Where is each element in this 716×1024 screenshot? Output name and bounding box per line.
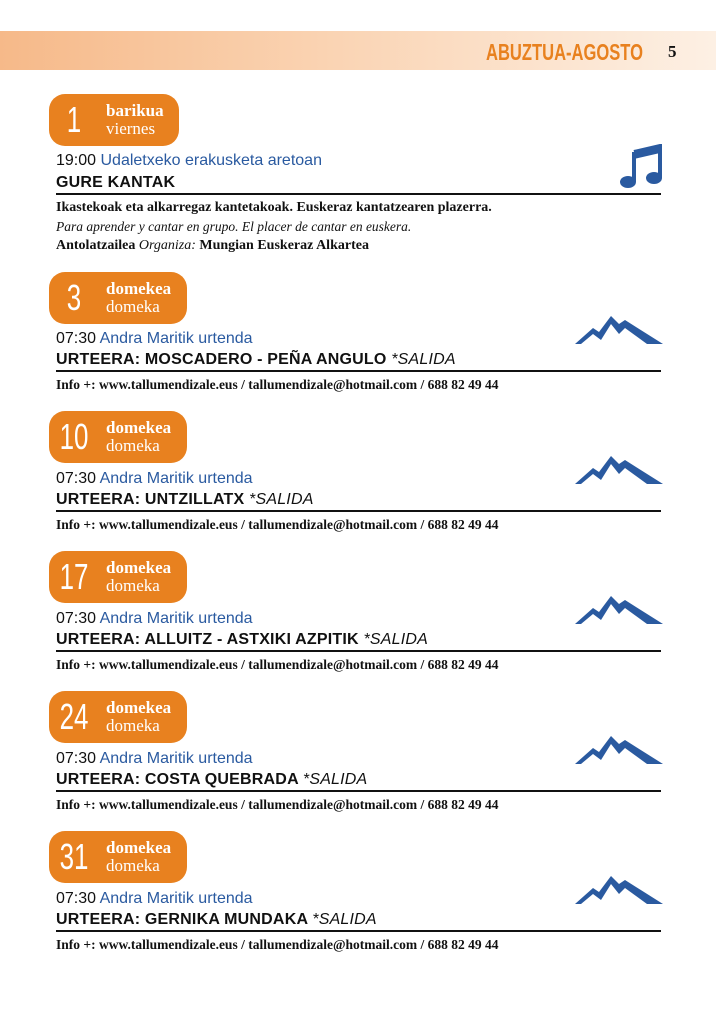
divider [56, 370, 661, 372]
event-time: 07:30 [56, 470, 97, 487]
date-badge [49, 831, 187, 883]
event-time: 07:30 [56, 330, 97, 347]
date-badge [49, 551, 187, 603]
event-title [56, 490, 314, 510]
time-place [56, 609, 253, 629]
desc-es: Para aprender y cantar en grupo. El placer de cantar en euskera. [56, 219, 412, 234]
info-line: Info +: www.tallumendizale.eus / tallumendizale@hotmail.com / 688 82 49 44 [56, 937, 499, 952]
salida-label: *SALIDA [312, 911, 377, 928]
divider [56, 790, 661, 792]
event-title-text: URTEERA: ALLUITZ - ASTXIKI AZPITIK [56, 631, 359, 648]
weekday-eu: domekea [106, 698, 172, 717]
date-badge [49, 691, 187, 743]
date-badge [49, 272, 187, 324]
day-number: 17 [59, 556, 89, 597]
time-place [56, 329, 253, 349]
event-title [56, 173, 175, 193]
date-badge [49, 94, 179, 146]
mountain-icon [575, 870, 663, 906]
day-number: 24 [59, 696, 89, 737]
event-place: Andra Maritik urtenda [99, 330, 253, 347]
weekday-es: domeka [106, 856, 160, 875]
weekday-eu: domekea [106, 838, 172, 857]
info-line: Info +: www.tallumendizale.eus / tallumendizale@hotmail.com / 688 82 49 44 [56, 377, 499, 392]
event-time: 19:00 [56, 152, 97, 169]
event-place: Andra Maritik urtenda [99, 890, 253, 907]
weekday-eu: domekea [106, 418, 172, 437]
event-place: Udaletxeko erakusketa aretoan [100, 152, 322, 169]
weekday-eu: domekea [106, 558, 172, 577]
day-number: 1 [66, 99, 82, 140]
event-place: Andra Maritik urtenda [99, 610, 253, 627]
weekday-es: domeka [106, 436, 160, 455]
event-time: 07:30 [56, 750, 97, 767]
page-header [0, 31, 716, 70]
day-number: 3 [66, 277, 82, 318]
org-name: Mungian Euskeraz Alkartea [199, 238, 369, 253]
event-title [56, 350, 456, 370]
event-title-text: URTEERA: MOSCADERO - PEÑA ANGULO [56, 351, 387, 368]
time-place [56, 151, 322, 171]
divider [56, 193, 661, 195]
time-place [56, 469, 253, 489]
org-label-eu: Antolatzailea [56, 238, 136, 253]
weekday-es: domeka [106, 297, 160, 316]
event-time: 07:30 [56, 890, 97, 907]
music-note-icon [620, 144, 664, 190]
salida-label: *SALIDA [363, 631, 428, 648]
divider [56, 510, 661, 512]
event-title-text: URTEERA: UNTZILLATX [56, 491, 245, 508]
mountain-icon [575, 310, 663, 346]
event-time: 07:30 [56, 610, 97, 627]
event-title-text: URTEERA: GERNIKA MUNDAKA [56, 911, 308, 928]
info-line: Info +: www.tallumendizale.eus / tallumendizale@hotmail.com / 688 82 49 44 [56, 657, 499, 672]
weekday-es: viernes [106, 119, 156, 138]
mountain-icon [575, 590, 663, 626]
info-line: Info +: www.tallumendizale.eus / tallumendizale@hotmail.com / 688 82 49 44 [56, 517, 499, 532]
event-title-text: URTEERA: COSTA QUEBRADA [56, 771, 299, 788]
date-badge [49, 411, 187, 463]
event-place: Andra Maritik urtenda [99, 470, 253, 487]
weekday-es: domeka [106, 716, 160, 735]
mountain-icon [575, 730, 663, 766]
event-title [56, 630, 428, 650]
day-number: 10 [59, 416, 89, 457]
day-number: 31 [59, 836, 89, 877]
divider [56, 930, 661, 932]
salida-label: *SALIDA [391, 351, 456, 368]
organizer [56, 237, 369, 255]
info-line: Info +: www.tallumendizale.eus / tallumendizale@hotmail.com / 688 82 49 44 [56, 797, 499, 812]
event-place: Andra Maritik urtenda [99, 750, 253, 767]
page-number: 5 [668, 42, 677, 61]
weekday-eu: domekea [106, 279, 172, 298]
weekday-es: domeka [106, 576, 160, 595]
weekday-eu: barikua [106, 101, 164, 120]
event-title-text: GURE KANTAK [56, 174, 176, 191]
desc-eu: Ikastekoak eta alkarregaz kantetakoak. Euskeraz kantatzearen plazerra. [56, 200, 492, 215]
time-place [56, 889, 253, 909]
salida-label: *SALIDA [302, 771, 368, 788]
event-title [56, 770, 367, 790]
event-title [56, 910, 377, 930]
salida-label: *SALIDA [249, 491, 314, 508]
org-label-es: Organiza: [138, 238, 196, 253]
divider [56, 650, 661, 652]
mountain-icon [575, 450, 663, 486]
month-title: ABUZTUA-AGOSTO [486, 39, 644, 65]
time-place [56, 749, 253, 769]
